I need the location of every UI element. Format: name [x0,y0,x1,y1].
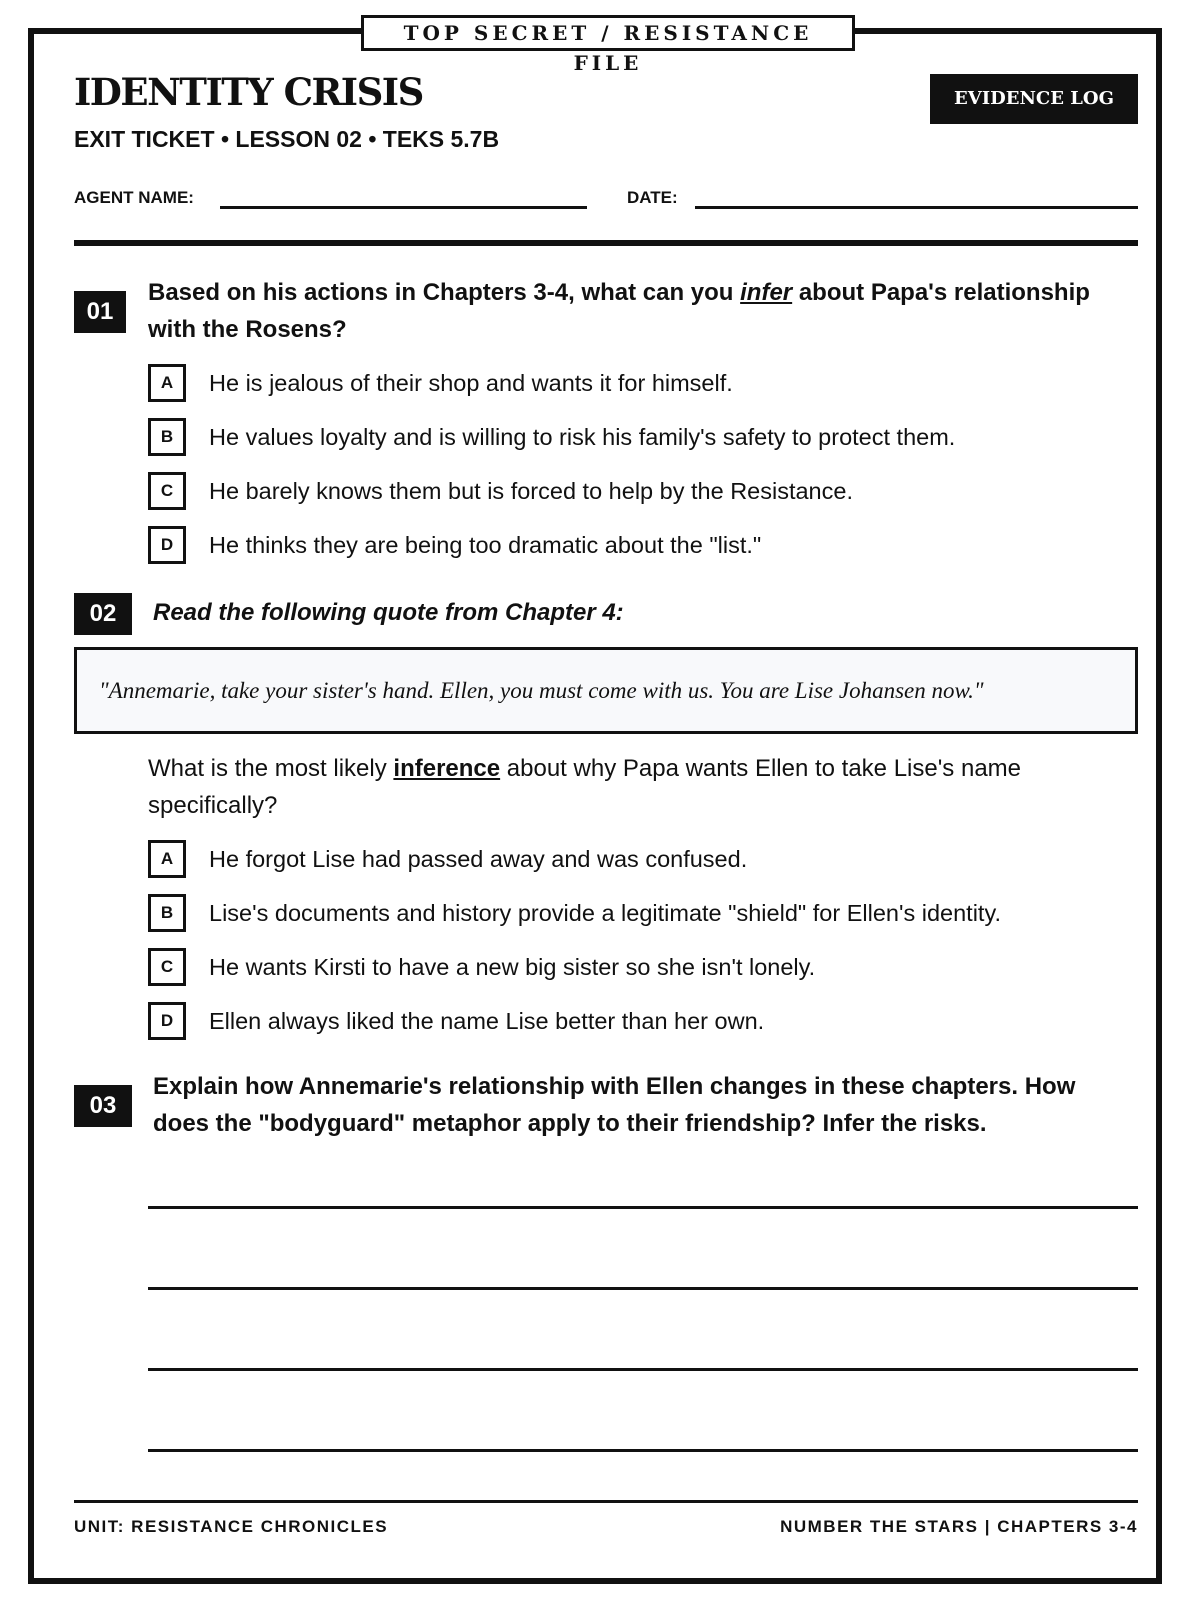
question-01-text: Based on his actions in Chapters 3-4, what can you infer about Papa's relationship with the Rosens? [148,279,1090,343]
option-d-checkbox[interactable]: D [148,526,186,564]
page-subtitle: EXIT TICKET • LESSON 02 • TEKS 5.7B [74,126,500,152]
option-b-checkbox[interactable]: B [148,894,186,932]
page-title: IDENTITY CRISIS [74,70,423,114]
top-secret-stamp: TOP SECRET / RESISTANCE FILE [361,15,855,51]
answer-line-1[interactable] [148,1206,1138,1209]
date-field[interactable] [695,206,1138,209]
option-b-checkbox[interactable]: B [148,418,186,456]
option-a-text: He forgot Lise had passed away and was confused. [209,846,748,872]
option-a-checkbox[interactable]: A [148,840,186,878]
inference-emphasis: inference [393,755,501,782]
agent-name-label: AGENT NAME: [74,188,194,207]
option-d-checkbox[interactable]: D [148,1002,186,1040]
option-c-text: He wants Kirsti to have a new big sister so she isn't lonely. [209,954,816,980]
option-a-text: He is jealous of their shop and wants it for himself. [209,370,733,396]
answer-line-4[interactable] [148,1449,1138,1452]
quote-box: "Annemarie, take your sister's hand. Ellen, you must come with us. You are Lise Johansen now." [74,647,1138,734]
option-c-checkbox[interactable]: C [148,472,186,510]
question-02-prompt: What is the most likely inference about why Papa wants Ellen to take Lise's name specifically? [148,755,1022,819]
option-d-text: He thinks they are being too dramatic about the "list." [209,532,762,558]
answer-line-3[interactable] [148,1368,1138,1371]
header-divider [74,240,1138,246]
question-number-02: 02 [74,593,132,635]
option-b-text: Lise's documents and history provide a legitimate "shield" for Ellen's identity. [209,900,1001,926]
option-c-checkbox[interactable]: C [148,948,186,986]
option-b-text: He values loyalty and is willing to risk his family's safety to protect them. [209,424,956,450]
question-02-intro: Read the following quote from Chapter 4: [153,599,624,626]
infer-emphasis: infer [740,279,793,306]
date-label: DATE: [627,188,678,207]
footer-unit: UNIT: RESISTANCE CHRONICLES [74,1517,389,1536]
question-number-01: 01 [74,291,126,333]
question-03-text: Explain how Annemarie's relationship with Ellen changes in these chapters. How does the "bodyguard" metaphor apply to their friendship? Infer the risks. [153,1073,1076,1137]
question-number-03: 03 [74,1085,132,1127]
option-d-text: Ellen always liked the name Lise better than her own. [209,1008,765,1034]
agent-name-field[interactable] [220,206,587,209]
option-a-checkbox[interactable]: A [148,364,186,402]
evidence-log-badge: EVIDENCE LOG [930,74,1138,124]
answer-line-2[interactable] [148,1287,1138,1290]
footer-divider [74,1500,1138,1503]
footer-book-chapters: NUMBER THE STARS | CHAPTERS 3-4 [780,1517,1138,1536]
option-c-text: He barely knows them but is forced to help by the Resistance. [209,478,853,504]
